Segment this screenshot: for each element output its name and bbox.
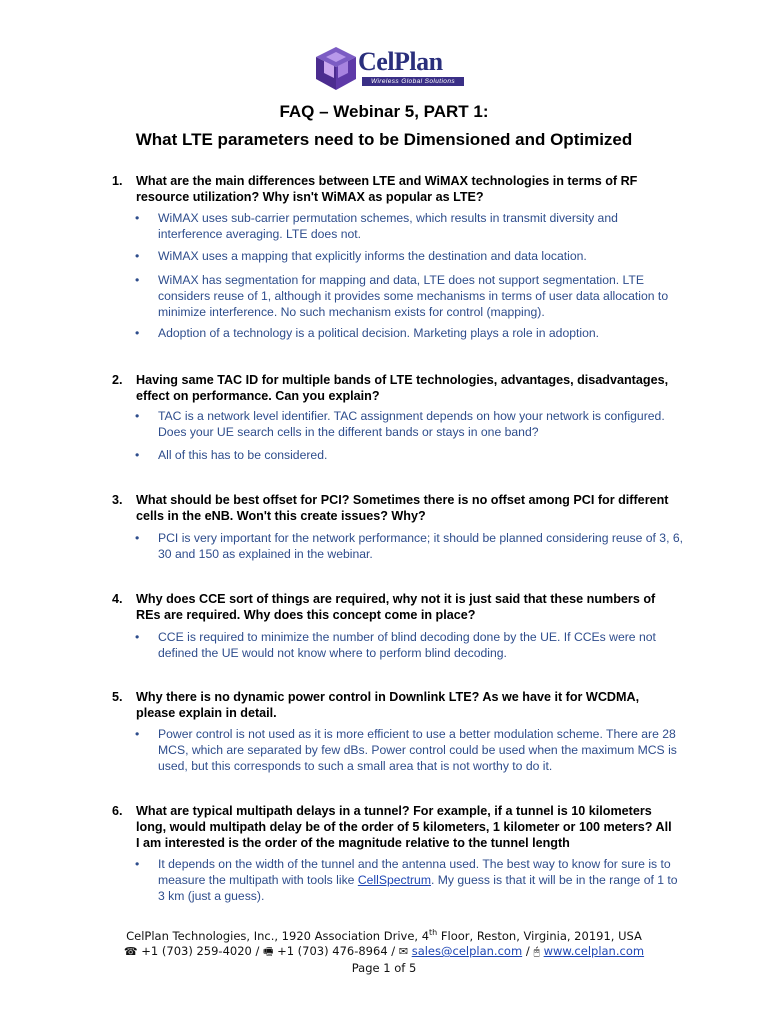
answer-item xyxy=(135,211,683,243)
page-number: Page 1 of 5 xyxy=(351,961,417,975)
answer-item xyxy=(135,727,683,774)
answer-item xyxy=(135,249,683,265)
question-number: 5. xyxy=(112,690,123,704)
bullet: • xyxy=(135,448,140,462)
bullet: • xyxy=(135,857,140,871)
envelope-icon: ✉ xyxy=(398,945,409,958)
separator: / xyxy=(525,944,530,958)
celplan-logo xyxy=(312,44,462,92)
question-3 xyxy=(112,493,677,525)
address-text-end: Floor, Reston, Virginia, 20191, USA xyxy=(437,928,642,943)
question-1 xyxy=(112,174,677,206)
question-5 xyxy=(112,690,677,722)
question-4 xyxy=(112,592,677,624)
bullet: • xyxy=(135,211,140,225)
bullet: • xyxy=(135,727,140,741)
bullet: • xyxy=(135,409,140,423)
bullet: • xyxy=(135,326,140,340)
answer-text-start: It depends on the width of the tunnel and the antenna used. The best way to know for sure is to measure the multipath with tools like xyxy=(158,857,671,887)
question-text: Why there is no dynamic power control in Downlink LTE? As we have it for WCDMA, please explain in detail. xyxy=(136,690,640,720)
answer-text: TAC is a network level identifier. TAC assignment depends on how your network is configured. Does your UE search cells in the different bands or stays in one band? xyxy=(158,409,665,439)
answer-item xyxy=(135,448,683,464)
answer-text xyxy=(158,857,683,904)
logo-wordmark: CelPlan xyxy=(358,47,443,76)
address-sup: th xyxy=(429,928,438,937)
question-number: 1. xyxy=(112,174,123,188)
question-text: What are typical multipath delays in a tunnel? For example, if a tunnel is 10 kilometers long, would multipath delay be of the order of 5 kilometers, 1 kilometer or 100 meters? All I am interested is the order of the magnitude relative to the tunnel length xyxy=(136,804,672,850)
bullet: • xyxy=(135,273,140,287)
question-text: Why does CCE sort of things are required, why not it is just said that these numbers of REs are required. Why does this concept come in place? xyxy=(136,592,656,622)
document-subtitle: What LTE parameters need to be Dimensioned and Optimized xyxy=(135,130,633,149)
bullet: • xyxy=(135,531,140,545)
bullet: • xyxy=(135,249,140,263)
question-number: 4. xyxy=(112,592,123,606)
question-text: What should be best offset for PCI? Sometimes there is no offset among PCI for different cells in the eNB. Won't this create issues? Why? xyxy=(136,493,669,523)
answer-item xyxy=(135,857,683,904)
footer-contact xyxy=(0,943,768,960)
cellspectrum-link[interactable]: CellSpectrum xyxy=(357,872,431,887)
question-number: 6. xyxy=(112,804,123,818)
bullet: • xyxy=(135,630,140,644)
phone-number: +1 (703) 259-4020 / xyxy=(141,944,260,958)
answer-text: WiMAX uses sub-carrier permutation schemes, which results in transmit diversity and interference averaging. LTE does not. xyxy=(158,211,618,241)
answer-text: Adoption of a technology is a political decision. Marketing plays a role in adoption. xyxy=(158,326,600,340)
answer-text: CCE is required to minimize the number of blind decoding done by the UE. If CCEs were not defined the UE would not know where to perform blind decoding. xyxy=(158,630,656,660)
website-link[interactable]: www.celplan.com xyxy=(543,944,645,958)
answer-item xyxy=(135,630,683,662)
answer-item xyxy=(135,326,683,342)
footer-address xyxy=(0,925,768,944)
question-text: Having same TAC ID for multiple bands of LTE technologies, advantages, disadvantages, effect on performance. Can you explain? xyxy=(136,373,669,403)
question-text: What are the main differences between LTE and WiMAX technologies in terms of RF resource utilization? Why isn't WiMAX as popular as LTE? xyxy=(136,174,638,204)
question-number: 3. xyxy=(112,493,123,507)
answer-text: WiMAX uses a mapping that explicitly informs the destination and data location. xyxy=(158,249,587,263)
logo-tagline: Wireless Global Solutions xyxy=(362,77,464,86)
fax-icon: 🖷 xyxy=(263,945,274,958)
answer-text: All of this has to be considered. xyxy=(158,448,328,462)
answer-text: Power control is not used as it is more efficient to use a better modulation scheme. There are 28 MCS, which are separated by few dBs. Power control could be used when the maximum MCS is used, but this corresponds to such a small area that is not worthy to do it. xyxy=(158,727,677,773)
phone-icon: ☎ xyxy=(123,945,138,958)
email-link[interactable]: sales@celplan.com xyxy=(411,944,523,958)
question-6 xyxy=(112,804,677,851)
question-2 xyxy=(112,373,677,405)
document-title: FAQ – Webinar 5, PART 1: xyxy=(279,102,489,121)
answer-item xyxy=(135,531,683,563)
question-number: 2. xyxy=(112,373,123,387)
answer-text: PCI is very important for the network performance; it should be planned considering reuse of 3, 6, 30 and 150 as explained in the webinar. xyxy=(158,531,684,561)
address-text: CelPlan Technologies, Inc., 1920 Association Drive, 4 xyxy=(126,928,430,943)
logo-cube-icon xyxy=(312,44,360,92)
answer-text-end: . My guess is that it will be in the range of 1 to 3 km (just a guess). xyxy=(158,872,678,903)
mouse-icon: 🖰 xyxy=(533,945,540,958)
answer-text: WiMAX has segmentation for mapping and data, LTE does not support segmentation. LTE considers reuse of 1, although it provides some mechanisms in terms of user data allocation to minimize interference. No such mechanism exists for control (mapping). xyxy=(158,273,669,319)
answer-item xyxy=(135,273,683,320)
answer-item xyxy=(135,409,683,441)
fax-number: +1 (703) 476-8964 / xyxy=(277,944,396,958)
